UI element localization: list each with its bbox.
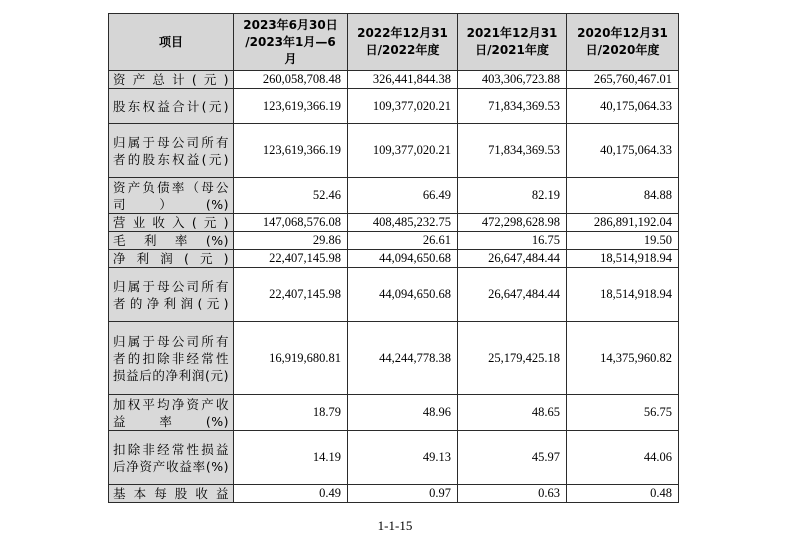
- table-row: [109, 89, 679, 124]
- cell-value: 14.19: [234, 431, 348, 485]
- table-row: [109, 395, 679, 431]
- cell-value: 286,891,192.04: [567, 214, 679, 232]
- row-label: 资产负债率（母公司）(%): [109, 178, 234, 214]
- cell-value: 18.79: [234, 395, 348, 431]
- row-label: 扣除非经常性损益后净资产收益率(%): [109, 431, 234, 485]
- cell-value: 0.48: [567, 485, 679, 503]
- cell-value: 18,514,918.94: [567, 268, 679, 322]
- table-row: [109, 431, 679, 485]
- cell-value: 123,619,366.19: [234, 89, 348, 124]
- cell-value: 45.97: [458, 431, 567, 485]
- row-label: 资产总计(元): [109, 71, 234, 89]
- cell-value: 16.75: [458, 232, 567, 250]
- table-row: [109, 250, 679, 268]
- cell-value: 26,647,484.44: [458, 250, 567, 268]
- row-label: 营业收入(元): [109, 214, 234, 232]
- cell-value: 326,441,844.38: [348, 71, 458, 89]
- table-row: [109, 268, 679, 322]
- cell-value: 0.63: [458, 485, 567, 503]
- row-label: 毛利率(%): [109, 232, 234, 250]
- cell-value: 56.75: [567, 395, 679, 431]
- page-number: 1-1-15: [377, 518, 413, 533]
- row-label: 基本每股收益: [109, 485, 234, 503]
- cell-value: 49.13: [348, 431, 458, 485]
- cell-value: 66.49: [348, 178, 458, 214]
- cell-value: 0.97: [348, 485, 458, 503]
- header-row: [109, 14, 679, 71]
- cell-value: 19.50: [567, 232, 679, 250]
- cell-value: 403,306,723.88: [458, 71, 567, 89]
- header-period-2022: 2022年12月31 日/2022年度: [348, 14, 458, 71]
- row-label: 净利润(元): [109, 250, 234, 268]
- table-row: [109, 232, 679, 250]
- cell-value: 25,179,425.18: [458, 322, 567, 395]
- cell-value: 22,407,145.98: [234, 268, 348, 322]
- cell-value: 26.61: [348, 232, 458, 250]
- cell-value: 14,375,960.82: [567, 322, 679, 395]
- cell-value: 26,647,484.44: [458, 268, 567, 322]
- cell-value: 147,068,576.08: [234, 214, 348, 232]
- row-label: 加权平均净资产收益率(%): [109, 395, 234, 431]
- cell-value: 44.06: [567, 431, 679, 485]
- table-row: [109, 485, 679, 503]
- cell-value: 71,834,369.53: [458, 124, 567, 178]
- row-label: 归属于母公司所有者的净利润(元): [109, 268, 234, 322]
- cell-value: 44,244,778.38: [348, 322, 458, 395]
- cell-value: 82.19: [458, 178, 567, 214]
- table-row: [109, 124, 679, 178]
- row-label: 股东权益合计(元): [109, 89, 234, 124]
- cell-value: 48.96: [348, 395, 458, 431]
- cell-value: 260,058,708.48: [234, 71, 348, 89]
- cell-value: 29.86: [234, 232, 348, 250]
- table-row: [109, 214, 679, 232]
- cell-value: 52.46: [234, 178, 348, 214]
- cell-value: 109,377,020.21: [348, 89, 458, 124]
- cell-value: 109,377,020.21: [348, 124, 458, 178]
- cell-value: 71,834,369.53: [458, 89, 567, 124]
- cell-value: 408,485,232.75: [348, 214, 458, 232]
- table-row: [109, 322, 679, 395]
- cell-value: 123,619,366.19: [234, 124, 348, 178]
- cell-value: 44,094,650.68: [348, 268, 458, 322]
- table-row: [109, 178, 679, 214]
- header-period-2020: 2020年12月31 日/2020年度: [567, 14, 679, 71]
- financial-data-table: [108, 13, 679, 503]
- header-period-2023h1: 2023年6月30日 /2023年1月—6 月: [234, 14, 348, 71]
- row-label: 归属于母公司所有者的扣除非经常性损益后的净利润(元): [109, 322, 234, 395]
- cell-value: 40,175,064.33: [567, 89, 679, 124]
- header-period-2021: 2021年12月31 日/2021年度: [458, 14, 567, 71]
- cell-value: 0.49: [234, 485, 348, 503]
- cell-value: 16,919,680.81: [234, 322, 348, 395]
- cell-value: 18,514,918.94: [567, 250, 679, 268]
- row-label: 归属于母公司所有者的股东权益(元): [109, 124, 234, 178]
- cell-value: 472,298,628.98: [458, 214, 567, 232]
- cell-value: 265,760,467.01: [567, 71, 679, 89]
- cell-value: 22,407,145.98: [234, 250, 348, 268]
- cell-value: 40,175,064.33: [567, 124, 679, 178]
- header-item: 项目: [109, 14, 234, 71]
- table-row: [109, 71, 679, 89]
- cell-value: 44,094,650.68: [348, 250, 458, 268]
- cell-value: 48.65: [458, 395, 567, 431]
- cell-value: 84.88: [567, 178, 679, 214]
